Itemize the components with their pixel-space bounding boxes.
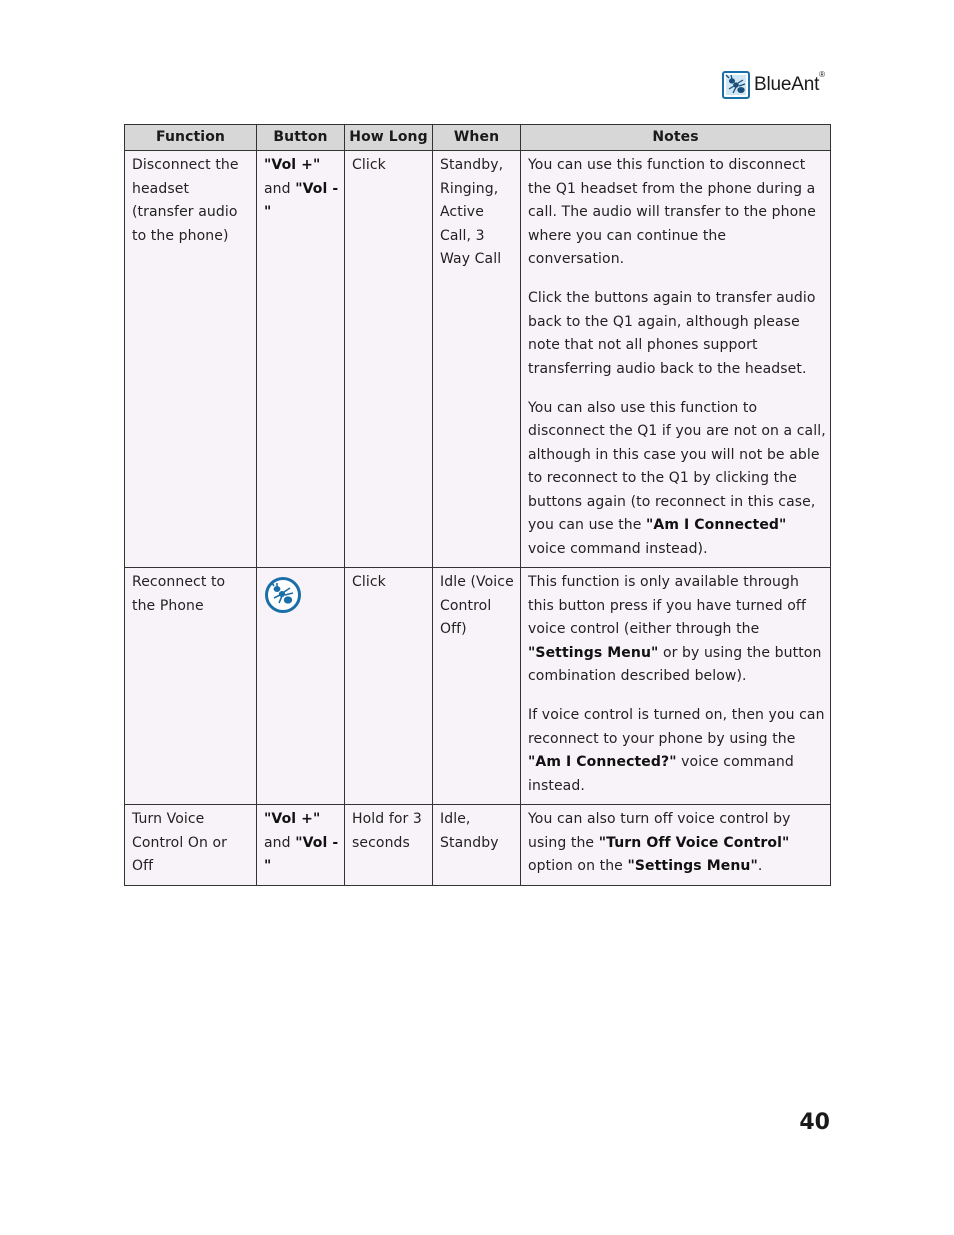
notes-paragraph: You can use this function to disconnect the Q1 headset from the phone during a call. The audio will transfer to the phone where you can continue the conversation. xyxy=(528,157,816,267)
cell-how-long: Click xyxy=(345,151,433,568)
function-table xyxy=(124,124,831,886)
brand-logo xyxy=(722,70,825,100)
cell-how-long: Click xyxy=(345,568,433,805)
page-number: 40 xyxy=(799,1110,830,1135)
brand-name: BlueAnt® xyxy=(754,70,825,95)
header-function: Function xyxy=(125,125,257,151)
header-how-long: How Long xyxy=(345,125,433,151)
table-header-row xyxy=(125,125,831,151)
table-row xyxy=(125,805,831,886)
cell-function: Turn Voice Control On or Off xyxy=(125,805,257,886)
notes-paragraph: You can also turn off voice control by using the "Turn Off Voice Control" option on the "Settings Menu". xyxy=(528,811,791,874)
cell-when: Idle (Voice Control Off) xyxy=(433,568,521,805)
cell-when: Standby, Ringing, Active Call, 3 Way Call xyxy=(433,151,521,568)
cell-when: Idle, Standby xyxy=(433,805,521,886)
table-row xyxy=(125,568,831,805)
cell-button: "Vol +" and "Vol -" xyxy=(257,151,345,568)
cell-notes xyxy=(521,568,831,805)
cell-button xyxy=(257,568,345,805)
notes-paragraph: This function is only available through this button press if you have turned off voice control (either through the "Settings Menu" or by using the button combination described below). xyxy=(528,574,822,684)
table-row xyxy=(125,151,831,568)
blueant-logo-icon xyxy=(722,71,750,99)
notes-paragraph: If voice control is turned on, then you can reconnect to your phone by using the "Am I Connected?" voice command instead. xyxy=(528,707,825,794)
cell-how-long: Hold for 3 seconds xyxy=(345,805,433,886)
cell-button: "Vol +" and "Vol -" xyxy=(257,805,345,886)
cell-function: Reconnect to the Phone xyxy=(125,568,257,805)
cell-notes xyxy=(521,805,831,886)
cell-notes xyxy=(521,151,831,568)
header-when: When xyxy=(433,125,521,151)
blueant-button-icon xyxy=(264,576,302,614)
cell-function: Disconnect the headset (transfer audio to the phone) xyxy=(125,151,257,568)
notes-paragraph: You can also use this function to disconnect the Q1 if you are not on a call, although in this case you will not be able to reconnect to the Q1 by clicking the buttons again (to reconnect in this case, you can use the "Am I Connected" voice command instead). xyxy=(528,399,826,557)
header-button: Button xyxy=(257,125,345,151)
header-notes: Notes xyxy=(521,125,831,151)
notes-paragraph: Click the buttons again to transfer audio back to the Q1 again, although please note that not all phones support transferring audio back to the headset. xyxy=(528,290,816,377)
